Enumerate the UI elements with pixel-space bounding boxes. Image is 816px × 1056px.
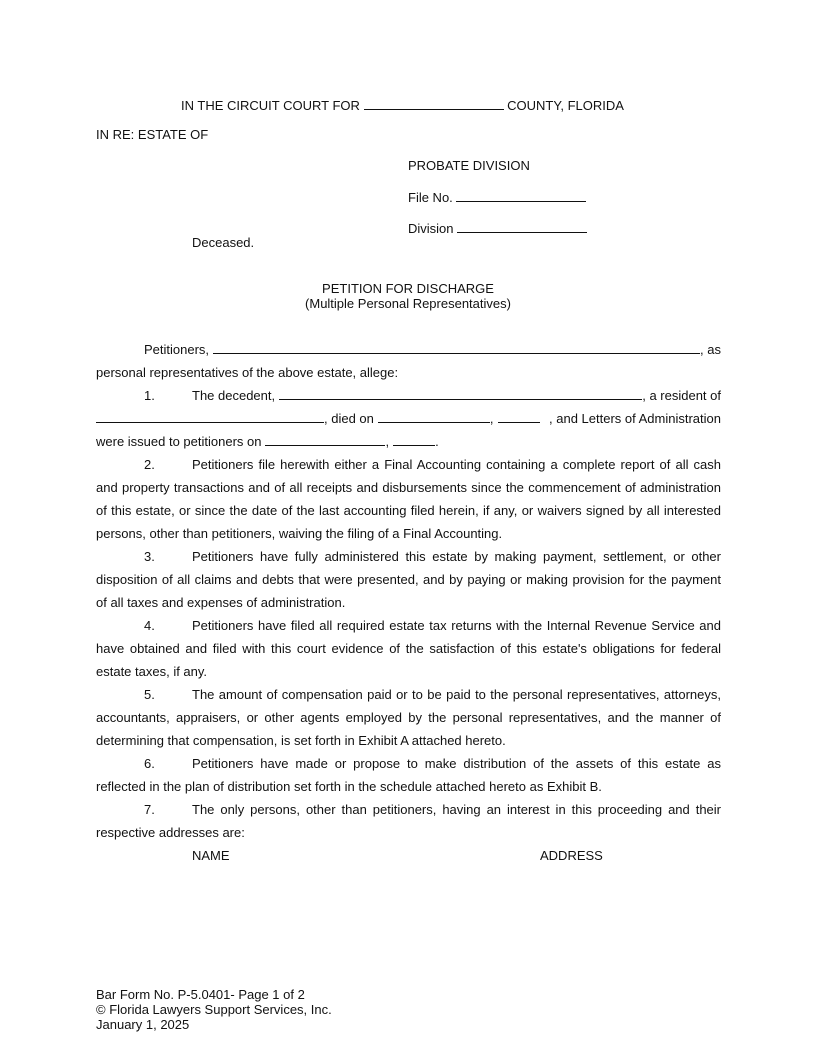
- court-suffix: COUNTY, FLORIDA: [507, 98, 624, 113]
- p1-decedent-label: The decedent,: [192, 388, 276, 403]
- paragraph-7: [96, 798, 721, 844]
- copyright: © Florida Lawyers Support Services, Inc.: [96, 1002, 332, 1017]
- division-blank[interactable]: [457, 220, 587, 233]
- paragraph-2: [96, 453, 721, 545]
- decedent-name-blank[interactable]: [279, 387, 642, 400]
- paragraph-3: [96, 545, 721, 614]
- p1-letters: , and Letters of Administration: [549, 411, 721, 426]
- paragraph-number: 1.: [144, 388, 155, 403]
- court-prefix: IN THE CIRCUIT COURT FOR: [181, 98, 360, 113]
- file-no-line: [408, 189, 586, 205]
- title-main: PETITION FOR DISCHARGE: [322, 281, 494, 296]
- p1-resident-label: , a resident of: [642, 388, 721, 403]
- intro-prefix: Petitioners,: [144, 342, 210, 357]
- county-blank[interactable]: [364, 97, 504, 110]
- paragraph-number: 7.: [144, 802, 155, 817]
- paragraph-text: Petitioners file herewith either a Final Accounting containing a complete report of all cash and property transactions and of all receipts and disbursements since the commencement of administration of this estate, or since the date of the last accounting filed herein, if any, or waivers signed by all interested persons, other than petitioners, waiving the filing of a Final Accounting.: [96, 457, 721, 541]
- death-year-blank[interactable]: [498, 410, 540, 423]
- file-no-label: File No.: [408, 190, 453, 205]
- p1-issued: were issued to petitioners on: [96, 434, 262, 449]
- intro-paragraph: [96, 338, 721, 384]
- paragraph-text: The amount of compensation paid or to be paid to the personal representatives, attorneys, accountants, appraisers, or other agents employed by the personal representatives, and the manner of determining that compensation, is set forth in Exhibit A attached hereto.: [96, 687, 721, 748]
- residence-blank[interactable]: [96, 410, 324, 423]
- paragraph-text: Petitioners have made or propose to make distribution of the assets of this estate as reflected in the plan of distribution set forth in the schedule attached hereto as Exhibit B.: [96, 756, 721, 794]
- paragraph-1: [96, 384, 721, 453]
- page-footer: [96, 987, 332, 1032]
- form-date: January 1, 2025: [96, 1017, 190, 1032]
- paragraph-text: Petitioners have filed all required estate tax returns with the Internal Revenue Service and have obtained and filed with this court evidence of the satisfaction of this estate's obligations for federal estate taxes, if any.: [96, 618, 721, 679]
- name-column-header: NAME: [192, 848, 230, 863]
- death-date-blank[interactable]: [378, 410, 490, 423]
- division-line: [408, 220, 587, 236]
- paragraph-number: 6.: [144, 756, 155, 771]
- intro-suffix: , as: [700, 342, 721, 357]
- in-re-label: IN RE: ESTATE OF: [96, 127, 209, 142]
- paragraph-text: Petitioners have fully administered this estate by making payment, settlement, or other disposition of all claims and debts that were presented, and by paying or making provision for the payment of all taxes and expenses of administration.: [96, 549, 721, 610]
- paragraph-6: [96, 752, 721, 798]
- p1-died-on: , died on: [324, 411, 374, 426]
- intro-line2: personal representatives of the above estate, allege:: [96, 365, 399, 380]
- paragraph-number: 2.: [144, 457, 155, 472]
- court-caption: [181, 97, 624, 113]
- paragraph-number: 5.: [144, 687, 155, 702]
- letters-year-blank[interactable]: [393, 433, 435, 446]
- p1-period: .: [435, 434, 439, 449]
- paragraph-number: 3.: [144, 549, 155, 564]
- paragraph-5: [96, 683, 721, 752]
- paragraph-4: [96, 614, 721, 683]
- division-label: Division: [408, 221, 454, 236]
- p1-comma2: ,: [385, 434, 390, 449]
- document-title: [0, 281, 816, 311]
- p1-comma: ,: [489, 411, 494, 426]
- probate-division: PROBATE DIVISION: [408, 158, 530, 173]
- paragraph-number: 4.: [144, 618, 155, 633]
- form-number: Bar Form No. P-5.0401- Page 1 of 2: [96, 987, 305, 1002]
- letters-date-blank[interactable]: [265, 433, 385, 446]
- file-no-blank[interactable]: [456, 189, 586, 202]
- title-sub: (Multiple Personal Representatives): [305, 296, 511, 311]
- deceased-label: Deceased.: [192, 235, 255, 250]
- petitioners-names-blank[interactable]: [213, 341, 700, 354]
- paragraph-text: The only persons, other than petitioners, having an interest in this proceeding and their respective addresses are:: [96, 802, 721, 840]
- address-column-header: ADDRESS: [540, 848, 603, 863]
